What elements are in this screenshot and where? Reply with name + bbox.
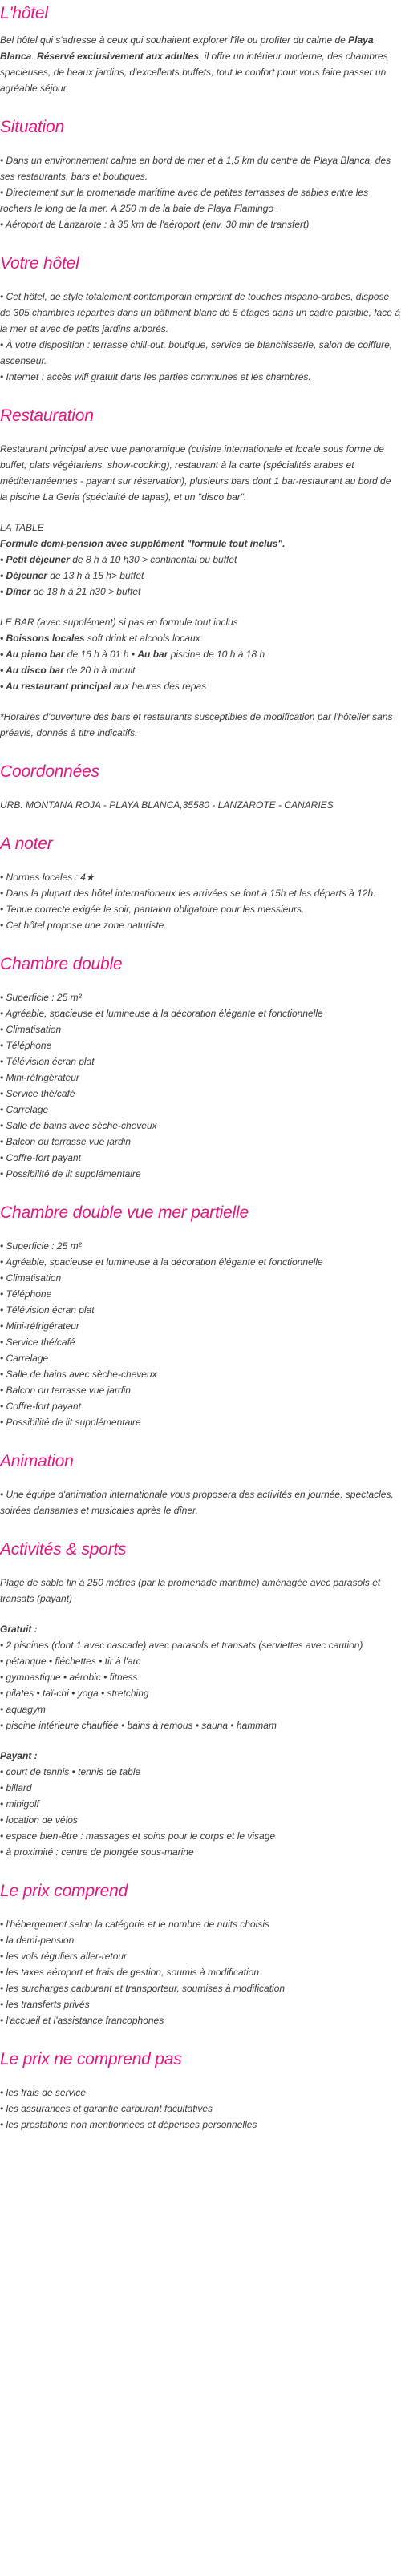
- bar-item: [0, 646, 401, 662]
- situation-list: [0, 152, 401, 233]
- list-item: • Cet hôtel, de style totalement contemporain empreint de touches hispano-arabes, dispose de 305 chambres réparties dans un bâtiment blanc de 5 étages dans un cadre paisible, face à la mer et avec de petits jardins arborés.: [0, 291, 400, 334]
- hotel-adults-only-bold: Réservé exclusivement aux adultes: [37, 51, 200, 62]
- list-item: • Directement sur la promenade maritime avec de petites terrasses de sables entre les rochers le long de la mer. À 250 m de la baie de Playa Flamingo .: [0, 187, 369, 214]
- section-prix-ne-comprend-pas: [0, 2049, 401, 2133]
- section-title-coordonnees: Coordonnées: [0, 762, 99, 781]
- list-item: • les taxes aéroport et frais de gestion, soumis à modification: [0, 1967, 260, 1978]
- section-animation: [0, 1451, 401, 1519]
- bar-label: • Boissons locales: [0, 633, 85, 644]
- restauration-note: *Horaires d'ouverture des bars et restaurants susceptibles de modification par l'hôtelier sans préavis, donnés à titre indicatifs.: [0, 711, 393, 738]
- la-table-heading: LA TABLE: [0, 522, 44, 533]
- section-title-activites: Activités & sports: [0, 1540, 127, 1559]
- meal-item: [0, 568, 401, 584]
- list-item: • la demi-pension: [0, 1935, 75, 1946]
- bar-text: de 16 h à 01 h •: [64, 649, 138, 660]
- activites-intro-block: [0, 1575, 401, 1607]
- section-activites: [0, 1539, 401, 1860]
- payant-block: [0, 1748, 401, 1860]
- list-item: • l'hébergement selon la catégorie et le nombre de nuits choisis: [0, 1919, 270, 1930]
- list-item: • court de tennis • tennis de table: [0, 1766, 141, 1777]
- list-item: • à proximité : centre de plongée sous-marine: [0, 1846, 194, 1858]
- list-item: • pilates • taï-chi • yoga • stretching: [0, 1688, 149, 1699]
- bar-label: • Au restaurant principal: [0, 681, 111, 692]
- list-item: • Superficie : 25 m²: [0, 992, 82, 1003]
- list-item: • billard: [0, 1782, 32, 1793]
- gratuit-label: Gratuit :: [0, 1624, 38, 1635]
- list-item: • Coffre-fort payant: [0, 1152, 81, 1163]
- hotel-intro-rest: , il offre un intérieur moderne, des chambres spacieuses, de beaux jardins, d'excellents buffets, tout le confort pour vous faire passer un agréable séjour.: [0, 51, 388, 94]
- gratuit-block: [0, 1621, 401, 1733]
- section-chambre-double-vue-mer: [0, 1203, 401, 1430]
- list-item: • Possibilité de lit supplémentaire: [0, 1417, 141, 1428]
- section-situation: [0, 117, 401, 233]
- list-item: • Téléphone: [0, 1288, 52, 1300]
- chambre-double-vue-mer-list: [0, 1238, 401, 1430]
- section-title-hotel: L'hôtel: [0, 4, 48, 22]
- list-item: • les assurances et garantie carburant facultatives: [0, 2103, 213, 2114]
- le-bar-heading: [0, 614, 401, 630]
- list-item: • Télévision écran plat: [0, 1304, 95, 1316]
- list-item: • Climatisation: [0, 1272, 62, 1284]
- la-table-block: [0, 520, 401, 600]
- meal-hours: de 13 h à 15 h> buffet: [47, 570, 144, 581]
- list-item: • Téléphone: [0, 1040, 52, 1051]
- hotel-location-bold: Playa Blanca: [0, 34, 374, 62]
- hotel-intro-sep: .: [31, 51, 38, 62]
- bar-text: aux heures des repas: [111, 681, 207, 692]
- list-item: • Tenue correcte exigée le soir, pantalon obligatoire pour les messieurs.: [0, 904, 305, 915]
- bar-text: de 20 h à minuit: [63, 665, 136, 676]
- list-item: • Service thé/café: [0, 1088, 75, 1099]
- hotel-address: URB. MONTANA ROJA - PLAYA BLANCA,35580 - LANZAROTE - CANARIES: [0, 799, 334, 811]
- meal-hours: de 8 h à 10 h30 > continental ou buffet: [69, 554, 237, 565]
- meal-label: • Dîner: [0, 586, 31, 597]
- meal-label: • Petit déjeuner: [0, 554, 70, 565]
- section-restauration: [0, 406, 401, 741]
- payant-label: Payant :: [0, 1750, 38, 1761]
- prix-comprend-list: [0, 1916, 401, 2028]
- section-title-animation: Animation: [0, 1452, 74, 1470]
- list-item: • Mini-réfrigérateur: [0, 1072, 79, 1083]
- list-item: • 2 piscines (dont 1 avec cascade) avec parasols et transats (serviettes avec caution): [0, 1640, 363, 1651]
- bar-text-2: piscine de 10 h à 18 h: [168, 649, 265, 660]
- list-item: • Superficie : 25 m²: [0, 1240, 82, 1252]
- section-title-restauration: Restauration: [0, 406, 94, 425]
- list-item: • les frais de service: [0, 2087, 86, 2098]
- hotel-intro: [0, 32, 401, 96]
- restauration-intro: Restaurant principal avec vue panoramique (cuisine internationale et locale sous forme de buffet, plats végétariens, show-cooking), restaurant à la carte (spécialités arabes et méditerranéennes - payant sur réservation), plusieurs bars dont 1 bar-restaurant au bord de la piscine La Geria (spécialité de tapas), et un "disco bar".: [0, 443, 391, 503]
- section-hotel: [0, 3, 401, 96]
- list-item: • Internet : accès wifi gratuit dans les parties communes et les chambres.: [0, 371, 311, 382]
- list-item: • minigolf: [0, 1798, 39, 1810]
- list-item: • aquagym: [0, 1704, 46, 1715]
- votre-hotel-list: [0, 289, 401, 385]
- section-title-chambre-double-vue-mer: Chambre double vue mer partielle: [0, 1203, 249, 1222]
- list-item: • les surcharges carburant et transporteur, soumises à modification: [0, 1983, 286, 1994]
- list-item: • les prestations non mentionnées et dépenses personnelles: [0, 2119, 257, 2130]
- bar-text: soft drink et alcools locaux: [84, 633, 200, 644]
- list-item: • Dans un environnement calme en bord de mer et à 1,5 km du centre de Playa Blanca, des ses restaurants, bars et boutiques.: [0, 155, 391, 182]
- section-title-situation: Situation: [0, 118, 64, 136]
- section-coordonnees: [0, 762, 401, 813]
- list-item: • Cet hôtel propose une zone naturiste.: [0, 920, 167, 931]
- list-item: • pétanque • fléchettes • tir à l'arc: [0, 1656, 141, 1667]
- list-item: • Service thé/café: [0, 1337, 75, 1348]
- meal-hours: de 18 h à 21 h30 > buffet: [30, 586, 141, 597]
- list-item: • Carrelage: [0, 1353, 49, 1364]
- section-title-votre-hotel: Votre hôtel: [0, 254, 79, 273]
- bar-item: [0, 662, 401, 678]
- prix-ne-comprend-list: [0, 2085, 401, 2133]
- meal-label: • Déjeuner: [0, 570, 47, 581]
- list-item: • Carrelage: [0, 1104, 49, 1115]
- restauration-note-block: [0, 709, 401, 741]
- activites-intro: Plage de sable fin à 250 mètres (par la promenade maritime) aménagée avec parasols et transats (payant): [0, 1577, 381, 1604]
- le-bar-block: [0, 614, 401, 694]
- section-title-chambre-double: Chambre double: [0, 955, 123, 973]
- list-item: • À votre disposition : terrasse chill-out, boutique, service de blanchisserie, salon de coiffure, ascenseur.: [0, 339, 393, 366]
- list-item: • Normes locales : 4★: [0, 871, 95, 883]
- list-item: • Salle de bains avec sèche-cheveux: [0, 1369, 157, 1380]
- list-item: • Possibilité de lit supplémentaire: [0, 1168, 141, 1179]
- list-item: • piscine intérieure chauffée • bains à remous • sauna • hammam: [0, 1720, 277, 1731]
- chambre-double-list: [0, 989, 401, 1182]
- list-item: • espace bien-être : massages et soins pour le corps et le visage: [0, 1830, 276, 1842]
- list-item: • gymnastique • aérobic • fitness: [0, 1672, 138, 1683]
- meal-item: [0, 552, 401, 568]
- list-item: • Aéroport de Lanzarote : à 35 km de l'aéroport (env. 30 min de transfert).: [0, 219, 312, 230]
- animation-text: • Une équipe d'animation internationale vous proposera des activités en journée, spectacles, soirées dansantes et musicales après le dîner.: [0, 1489, 394, 1516]
- list-item: • l'accueil et l'assistance francophones: [0, 2015, 164, 2026]
- list-item: • Agréable, spacieuse et lumineuse à la décoration élégante et fonctionnelle: [0, 1008, 323, 1019]
- section-a-noter: [0, 834, 401, 933]
- meal-item: [0, 584, 401, 600]
- list-item: • Balcon ou terrasse vue jardin: [0, 1136, 131, 1147]
- le-bar-title: LE BAR: [0, 617, 34, 628]
- restauration-intro-block: [0, 441, 401, 505]
- bar-label: • Au disco bar: [0, 665, 64, 676]
- list-item: • Coffre-fort payant: [0, 1401, 81, 1412]
- section-prix-comprend: [0, 1881, 401, 2028]
- a-noter-list: [0, 869, 401, 933]
- list-item: • les transferts privés: [0, 1999, 90, 2010]
- section-title-prix-ne-comprend-pas: Le prix ne comprend pas: [0, 2050, 182, 2068]
- bar-label: • Au piano bar: [0, 649, 65, 660]
- bar-item: [0, 630, 401, 646]
- list-item: • Dans la plupart des hôtel internationaux les arrivées se font à 15h et les départs à 12h.: [0, 888, 376, 899]
- list-item: • location de vélos: [0, 1814, 78, 1826]
- le-bar-subtitle: (avec supplément) si pas en formule tout inclus: [34, 617, 238, 628]
- list-item: • Agréable, spacieuse et lumineuse à la décoration élégante et fonctionnelle: [0, 1256, 323, 1268]
- list-item: • Télévision écran plat: [0, 1056, 95, 1067]
- list-item: • Balcon ou terrasse vue jardin: [0, 1385, 131, 1396]
- section-votre-hotel: [0, 253, 401, 385]
- list-item: • Climatisation: [0, 1024, 62, 1035]
- bar-item: [0, 678, 401, 694]
- list-item: • les vols réguliers aller-retour: [0, 1951, 128, 1962]
- list-item: • Mini-réfrigérateur: [0, 1320, 79, 1332]
- bar-label-2: Au bar: [137, 649, 168, 660]
- list-item: • Salle de bains avec sèche-cheveux: [0, 1120, 157, 1131]
- hotel-intro-text: Bel hôtel qui s'adresse à ceux qui souhaitent explorer l'île ou profiter du calme de: [0, 34, 349, 46]
- section-title-prix-comprend: Le prix comprend: [0, 1882, 128, 1900]
- formula-text: Formule demi-pension avec supplément "formule tout inclus".: [0, 538, 286, 549]
- section-title-a-noter: A noter: [0, 835, 53, 853]
- section-chambre-double: [0, 954, 401, 1182]
